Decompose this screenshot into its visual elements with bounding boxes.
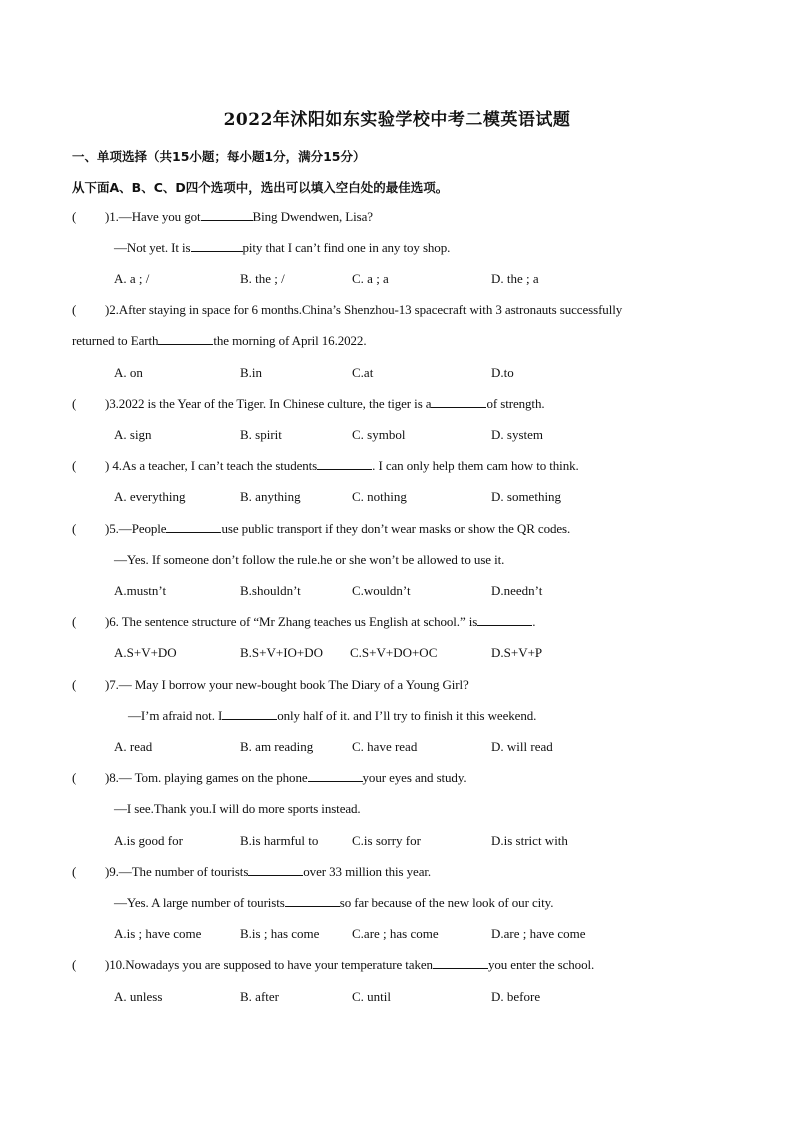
question-2-option-a: A. on (114, 365, 143, 380)
answer-paren-close: ) (105, 209, 110, 224)
answer-blank (201, 209, 253, 221)
question-8-option-c: C.is sorry for (352, 833, 421, 848)
question-4-option-d: D. something (491, 489, 562, 504)
question-1-option-d: D. the ; a (491, 271, 539, 286)
answer-blank (191, 240, 243, 252)
question-number: 5. (109, 521, 119, 536)
answer-blank (433, 957, 488, 969)
question-9-stem: ( )9.—The number of tourists over 33 million this year. (72, 864, 432, 879)
question-number: 8. (109, 770, 119, 785)
question-8-reply: —I see.Thank you.I will do more sports instead. (114, 801, 361, 816)
question-8-option-a: A.is good for (114, 833, 183, 848)
instruction-text: 从下面A、B、C、D四个选项中，选出可以填入空白处的最佳选项。 (72, 180, 449, 195)
answer-blank (308, 770, 363, 782)
question-7-option-c: C. have read (352, 739, 418, 754)
question-5-option-a: A.mustn’t (114, 583, 167, 598)
question-1-option-c: C. a ; a (352, 271, 389, 286)
question-number: 9. (109, 864, 119, 879)
question-9-option-b: B.is ; has come (240, 926, 320, 941)
question-9-option-a: A.is ; have come (114, 926, 202, 941)
question-4-option-a: A. everything (114, 489, 186, 504)
page-title: 2022年沭阳如东实验学校中考二模英语试题 (223, 110, 571, 130)
question-number: 2. (109, 302, 119, 317)
answer-blank (222, 708, 277, 720)
question-6-option-d: D.S+V+P (491, 645, 543, 660)
question-2-option-d: D.to (491, 365, 514, 380)
answer-blank (285, 895, 340, 907)
answer-blank (158, 333, 213, 345)
question-2-continuation: returned to Earth the morning of April 16.2022. (72, 333, 367, 348)
question-2-option-b: B.in (240, 365, 263, 380)
question-number: 1. (109, 209, 119, 224)
question-7-option-d: D. will read (491, 739, 553, 754)
question-9-option-c: C.are ; has come (352, 926, 439, 941)
answer-blank (477, 614, 532, 626)
question-7-reply: —I’m afraid not. I only half of it. and I’ll try to finish it this weekend. (128, 708, 537, 723)
question-5-option-c: C.wouldn’t (352, 583, 411, 598)
question-6-stem: ( )6. The sentence structure of “Mr Zhang teaches us English at school.” is . (72, 614, 536, 629)
question-number: 7. (109, 677, 119, 692)
question-3-option-b: B. spirit (240, 427, 282, 442)
question-number: 10. (109, 957, 126, 972)
question-3-option-a: A. sign (114, 427, 152, 442)
question-3-option-c: C. symbol (352, 427, 406, 442)
answer-blank (317, 458, 372, 470)
answer-blank (166, 521, 221, 533)
question-7-option-b: B. am reading (240, 739, 314, 754)
question-1-stem: ( )1.—Have you got Bing Dwendwen, Lisa? (72, 209, 373, 224)
question-1-option-b: B. the ; / (240, 271, 285, 286)
question-4-option-c: C. nothing (352, 489, 407, 504)
question-6-option-c: C.S+V+DO+OC (350, 645, 438, 660)
answer-blank (431, 396, 486, 408)
question-number: 3. (109, 396, 119, 411)
question-8-option-b: B.is harmful to (240, 833, 319, 848)
question-10-option-d: D. before (491, 989, 541, 1004)
answer-blank (248, 864, 303, 876)
question-number: 6. (109, 614, 119, 629)
question-4-stem: ( ) 4.As a teacher, I can’t teach the students . I can only help them cam how to think. (72, 458, 579, 473)
question-9-option-d: D.are ; have come (491, 926, 586, 941)
question-5-stem: ( )5.—People use public transport if they don’t wear masks or show the QR codes. (72, 521, 571, 536)
question-8-stem: ( )8.— Tom. playing games on the phone your eyes and study. (72, 770, 467, 785)
question-7-option-a: A. read (114, 739, 153, 754)
question-2-stem: ( )2.After staying in space for 6 months.China’s Shenzhou-13 spacecraft with 3 astronauts successfully (72, 302, 623, 317)
question-6-option-b: B.S+V+IO+DO (240, 645, 324, 660)
question-5-option-d: D.needn’t (491, 583, 543, 598)
question-1-reply: —Not yet. It is pity that I can’t find one in any toy shop. (114, 240, 451, 255)
question-number: 4. (109, 458, 122, 473)
question-6-option-a: A.S+V+DO (114, 645, 177, 660)
question-7-stem: ( )7.— May I borrow your new-bought book The Diary of a Young Girl? (72, 677, 469, 692)
answer-paren-open: ( (72, 209, 77, 224)
question-5-reply: —Yes. If someone don’t follow the rule.he or she won’t be allowed to use it. (114, 552, 505, 567)
question-10-stem: ( )10.Nowadays you are supposed to have your temperature taken you enter the school. (72, 957, 595, 972)
question-10-option-b: B. after (240, 989, 279, 1004)
question-2-option-c: C.at (352, 365, 374, 380)
section-heading: 一、单项选择（共15小题；每小题1分，满分15分） (72, 149, 366, 164)
question-5-option-b: B.shouldn’t (240, 583, 301, 598)
question-1-option-a: A. a ; / (114, 271, 150, 286)
question-4-option-b: B. anything (240, 489, 301, 504)
question-10-option-a: A. unless (114, 989, 163, 1004)
question-8-option-d: D.is strict with (491, 833, 568, 848)
question-9-reply: —Yes. A large number of tourists so far because of the new look of our city. (114, 895, 554, 910)
question-3-option-d: D. system (491, 427, 543, 442)
question-3-stem: ( )3.2022 is the Year of the Tiger. In Chinese culture, the tiger is a of strength. (72, 396, 545, 411)
question-10-option-c: C. until (352, 989, 392, 1004)
